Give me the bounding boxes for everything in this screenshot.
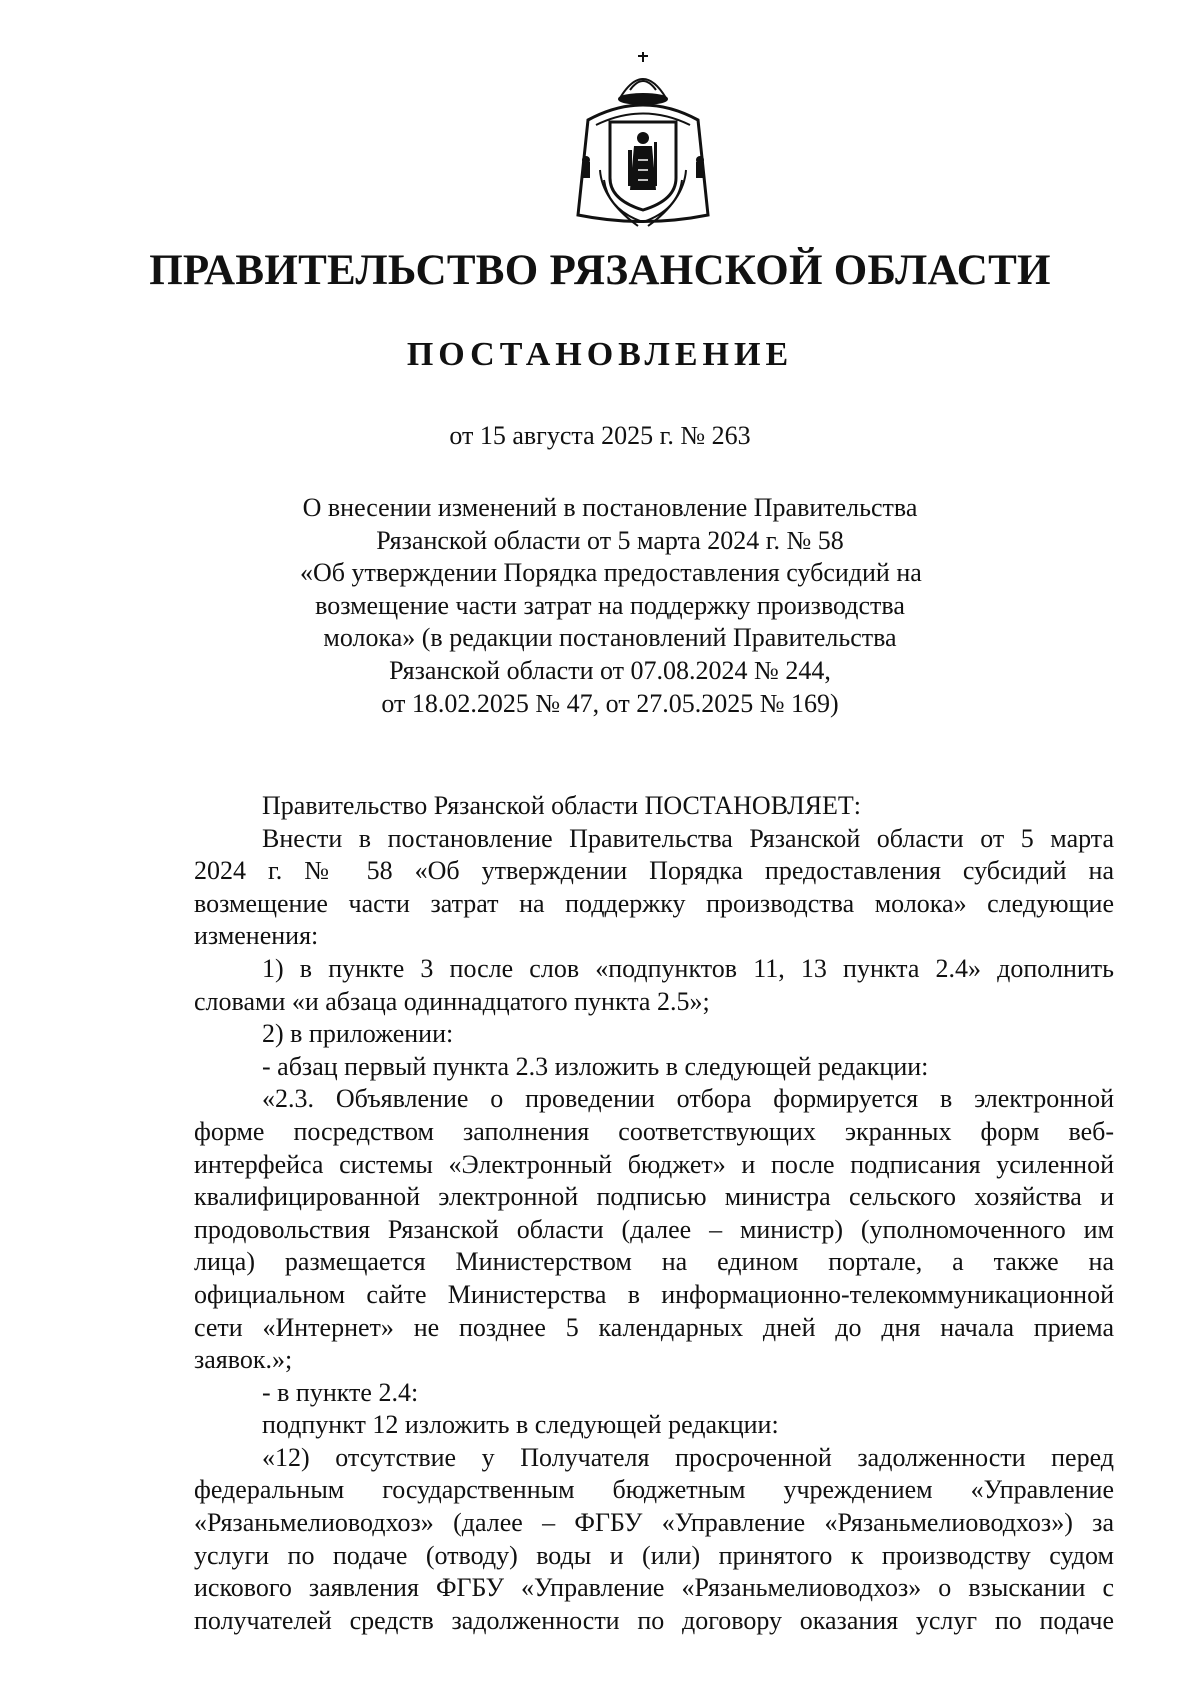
body-line: искового заявления ФГБУ «Управление «Рязаньмелиоводхоз» о взыскании с [194,1573,1114,1603]
body-line: изменения: [194,921,319,951]
body-line: форме посредством заполнения соответствующих экранных форм веб- [194,1116,1114,1146]
body-line: «12) отсутствие у Получателя просроченной задолженности перед [262,1442,1114,1472]
body-line: «2.3. Объявление о проведении отбора формируется в электронной [262,1084,1114,1114]
subject-line: Рязанской области от 07.08.2024 № 244, [389,655,831,685]
body-line: квалифицированной электронной подписью министра сельского хозяйства и [194,1182,1114,1212]
body-line: «Рязаньмелиоводхоз» (далее – ФГБУ «Управление «Рязаньмелиоводхоз») за [194,1508,1114,1538]
body-line: получателей средств задолженности по договору оказания услуг по подаче [194,1605,1114,1635]
document-date-number: от 15 августа 2025 г. № 263 [449,421,751,450]
subject-line: Рязанской области от 5 марта 2024 г. № 58 [376,525,844,555]
subject-line: молока» (в редакции постановлений Правительства [323,623,897,653]
body-line: - абзац первый пункта 2.3 изложить в следующей редакции: [262,1051,929,1081]
body-line: 2) в приложении: [262,1019,454,1049]
body-line: - в пункте 2.4: [262,1377,419,1407]
body-line: федеральным государственным бюджетным учреждением «Управление [194,1475,1114,1505]
body-line: 1) в пункте 3 после слов «подпунктов 11, 13 пункта 2.4» дополнить [262,953,1114,983]
document-body [194,790,1114,1637]
body-line: продовольствия Рязанской области (далее – министр) (уполномоченного им [194,1214,1114,1244]
subject-line: возмещение части затрат на поддержку производства [315,590,905,620]
body-line: услуги по подаче (отводу) воды и (или) принятого к производству судом [194,1540,1114,1570]
government-title: ПРАВИТЕЛЬСТВО РЯЗАНСКОЙ ОБЛАСТИ [149,247,1051,294]
body-line: возмещение части затрат на поддержку производства молока» следующие [194,888,1114,918]
body-line: Внести в постановление Правительства Рязанской области от 5 марта [262,823,1114,853]
body-line: Правительство Рязанской области ПОСТАНОВЛЯЕТ: [262,791,862,820]
body-line: лица) размещается Министерством на едином портале, а также на [194,1247,1114,1277]
body-line: заявок.»; [194,1345,293,1375]
body-line: подпункт 12 изложить в следующей редакции: [262,1410,779,1440]
body-line: сети «Интернет» не позднее 5 календарных дней до дня начала приема [194,1312,1114,1342]
body-line: официальном сайте Министерства в информационно-телекоммуникационной [194,1279,1114,1309]
body-line: 2024 г. № 58 «Об утверждении Порядка предоставления субсидий на [194,856,1114,886]
body-line: словами «и абзаца одиннадцатого пункта 2.5»; [194,986,710,1016]
subject-line: от 18.02.2025 № 47, от 27.05.2025 № 169) [381,688,839,718]
body-line: интерфейса системы «Электронный бюджет» и после подписания усиленной [194,1149,1114,1179]
subject-line: О внесении изменений в постановление Правительства [302,493,918,522]
subject-line: «Об утверждении Порядка предоставления субсидий на [300,558,922,588]
document-type-title: ПОСТАНОВЛЕНИЕ [406,336,794,373]
document-subject [300,492,920,720]
ryazan-coat-of-arms-icon [568,50,718,232]
